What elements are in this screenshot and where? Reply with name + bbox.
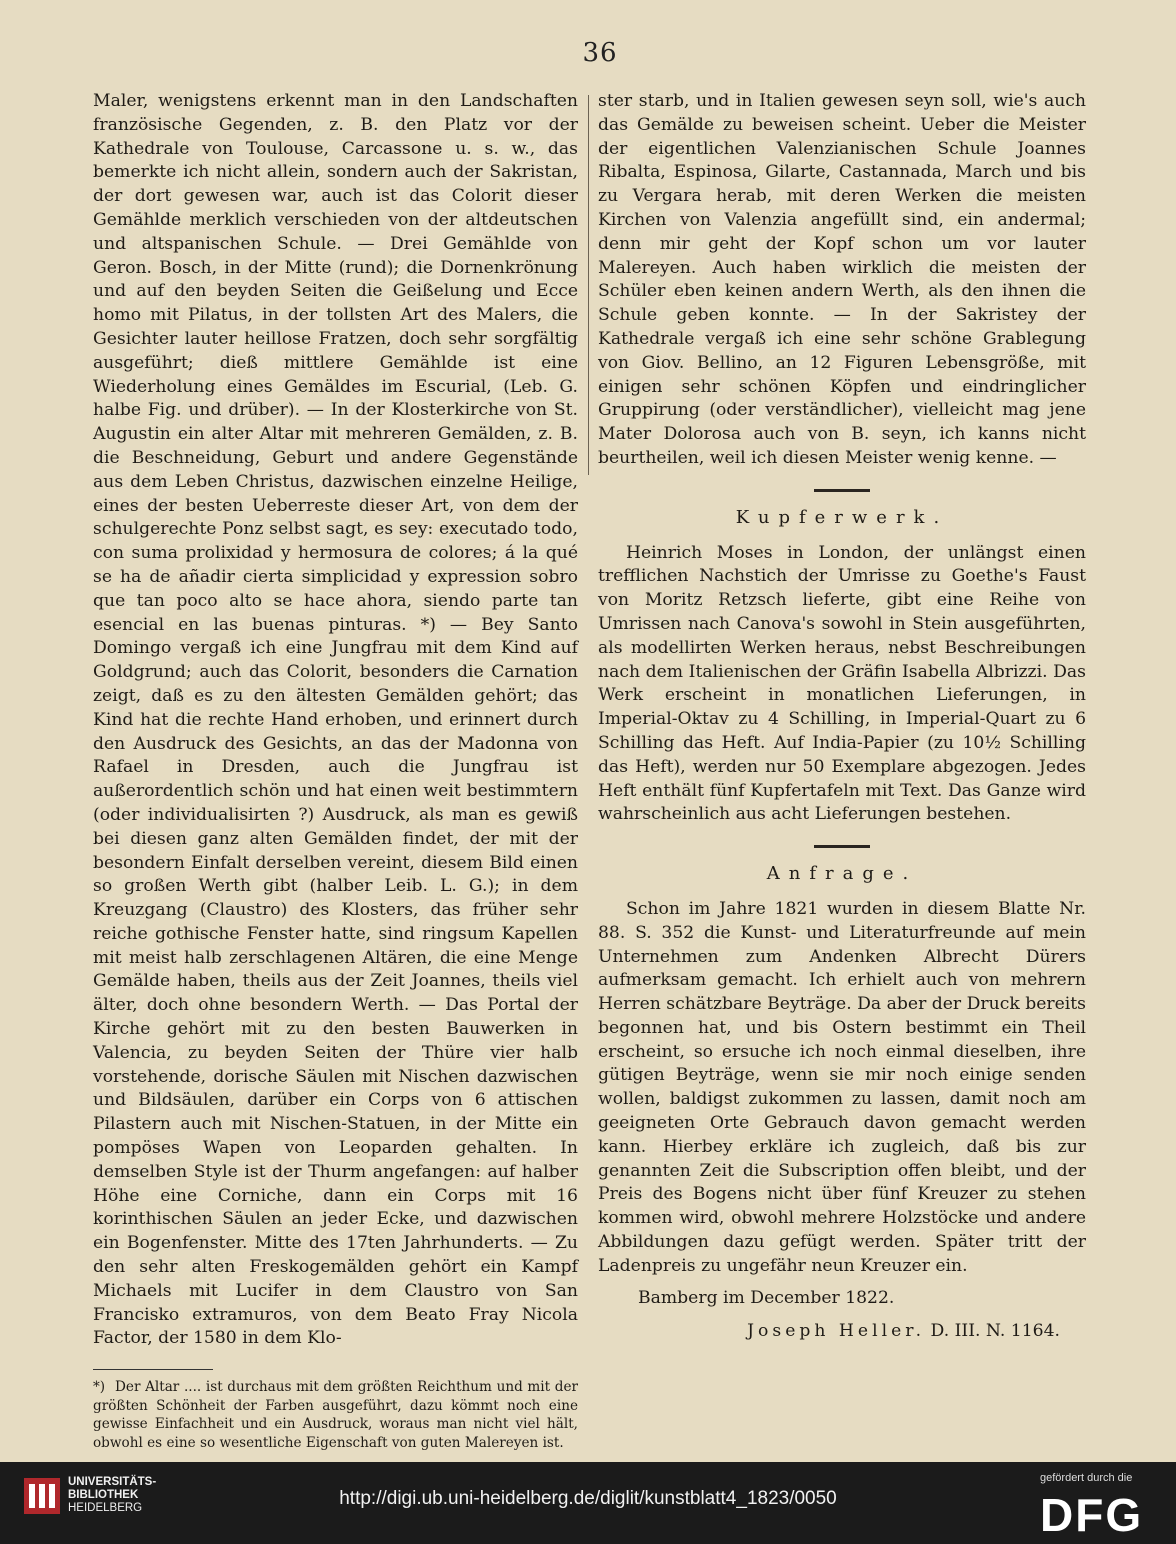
left-column-text: Maler, wenigstens erkennt man in den Landschaften französische Gegenden, z. B. den Platz vor der Kathedrale von Toulouse, Carcassone u. s. w., das bemerkte ich nicht allein, sondern auch der Sakristan, der dort gewesen war, auch ist das Colorit dieser Gemählde merklich verschieden von der altdeutschen und altspanischen Schule. — Drei Gemählde von Geron. Bosch, in der Mitte (rund); die Dornenkrönung und auf den beyden Seiten die Geißelung und Ecce homo mit Pilatus, in der tollsten Art des Malers, die Gesichter lauter heillose Fratzen, doch sehr sorgfältig ausgeführt; dieß mittlere Gemählde ist eine Wiederholung eines Gemäldes im Escurial, (Leb. G. halbe Fig. und drüber). — In der Klosterkirche von St. Augustin ein alter Altar mit mehreren Gemälden, z. B. die Beschneidung, Geburt und andere Gegenstände aus dem Leben Christus, dazwischen einzelne Heilige, eines der besten Ueberreste dieser Art, von dem der schulgerechte Ponz selbst sagt, es sey: executado todo, con suma prolixidad y hermosura de colores; á la qué se ha de añadir cierta simplicidad y expression sobro que tan poco alto se hace ahora, siendo parte tan esencial en las buenas pinturas. *) — Bey Santo Domingo vergaß ich eine Jungfrau mit dem Kind auf Goldgrund; auch das Colorit, besonders die Carnation zeigt, daß es zu den ältesten Gemälden gehört; das Kind hat die rechte Hand erhoben, und erinnert durch den Ausdruck des Gesichts, an das der Madonna von Rafael in Dresden, auch die Jungfrau ist außerordentlich schön und hat einen weit bestimmtern (oder individualisirten ?) Ausdruck, als man es gewiß bei diesen ganz alten Gemälden findet, der mit der besondern Einfalt derselben vereint, diesem Bild einen so großen Werth gibt (halber Leib. L. G.); in dem Kreuzgang (Claustro) des Klosters, das früher sehr reiche gothische Fenster hatte, sind ringsum Kapellen mit meist halb zerschlagenen Altären, die eine Menge Gemälde haben, theils aus der Zeit Joannes, theils viel älter, doch ohne besondern Werth. — Das Portal der Kirche gehört mit zu den besten Bauwerken in Valencia, zu beyden Seiten der Thüre vier halb vorstehende, dorische Säulen mit Nischen dazwischen und Bildsäulen, darüber ein Corps von 6 attischen Pilastern auch mit Nischen-Statuen, in der Mitte ein pompöses Wapen von Leoparden gehalten. In demselben Style ist der Thurm angefangen: auf halber Höhe eine Corniche, dann ein Corps mit 16 korinthischen Säulen an jeder Ecke, und dazwischen ein Bogenfenster. Mitte des 17ten Jahrhunderts. — Zu den sehr alten Freskogemälden gehört ein Kampf Michaels mit Lucifer in dem Claustro von San Francisko extramuros, von dem Beato Fray Nicola Factor, der 1580 in dem Klo-	[93, 91, 578, 1349]
source-url-link[interactable]: http://digi.ub.uni-heidelberg.de/diglit/kunstblatt4_1823/0050	[339, 1488, 837, 1509]
library-name-line3: HEIDELBERG	[68, 1502, 143, 1514]
footer-bar	[0, 1462, 1176, 1544]
right-column-continuation: ster starb, und in Italien gewesen seyn soll, wie's auch das Gemälde zu beweisen scheint. Ueber die Meister der eigentlichen Valenzianischen Schule Joannes Ribalta, Espinosa, Gilarte, Castannada, March und bis zu Vergara herab, mit deren Werken die meisten Kirchen von Valenzia angefüllt sind, ein andermal; denn mir geht der Kopf schon um vor lauter Malereyen. Auch haben wirklich die meisten der Schüler eben keinen andern Werth, als den ihnen die Schule geben konnte. — In der Sakristey der Kathedrale vergaß ich eine sehr schöne Grablegung von Giov. Bellino, an 12 Figuren Lebensgröße, mit einigen sehr schönen Köpfen und eindringlicher Gruppirung (oder verständlicher), vielleicht mag jene Mater Dolorosa auch von B. seyn, ich kanns nicht beurtheilen, weil ich diesen Meister wenig kenne. —	[598, 91, 1086, 468]
footnote-mark: *)	[93, 1379, 106, 1396]
library-name-line1: UNIVERSITÄTS-	[68, 1476, 157, 1488]
library-name-line2: BIBLIOTHEK	[68, 1489, 139, 1501]
funded-by-label: gefördert durch die	[1040, 1472, 1133, 1484]
section-heading-anfrage: Anfrage.	[766, 863, 918, 885]
right-column	[598, 90, 1086, 1344]
section-rule	[814, 489, 870, 492]
footnote	[93, 1378, 578, 1452]
section-heading-kupferwerk: Kupferwerk.	[735, 506, 949, 528]
page-number: 36	[582, 38, 618, 68]
signature: Joseph Heller.	[747, 1321, 926, 1342]
reference-number: D. III. N. 1164.	[930, 1321, 1060, 1342]
column-divider	[588, 95, 589, 475]
place-date: Bamberg im December 1822.	[638, 1287, 895, 1308]
signature-line	[598, 1320, 1086, 1344]
section-text-kupferwerk: Heinrich Moses in London, der unlängst einen trefflichen Nachstich der Umrisse zu Goethe's Faust von Moritz Retzsch lieferte, gibt eine Reihe von Umrissen nach Canova's sowohl in Stein ausgeführten, als modellirten Werken heraus, nebst Beschreibungen nach dem Italienischen der Gräfin Isabella Albrizzi. Das Werk erscheint in monatlichen Lieferungen, in Imperial-Oktav zu 4 Schilling, in Imperial-Quart zu 6 Schilling das Heft. Auf India-Papier (zu 10½ Schilling das Heft), werden nur 50 Exemplare abgezogen. Jedes Heft enthält fünf Kupfertafeln mit Text. Das Ganze wird wahrscheinlich aus acht Lieferungen bestehen.	[598, 542, 1086, 825]
section-rule	[814, 845, 870, 848]
footnote-rule	[93, 1369, 213, 1370]
dfg-logo: DFG	[1040, 1489, 1144, 1541]
left-column	[93, 90, 578, 1453]
footnote-text: Der Altar .... ist durchaus mit dem größten Reichthum und mit der größten Schönheit der Farben ausgeführt, dazu kömmt noch eine gewisse Einfachheit und ein Ausdruck, woraus man nicht viel hält, obwohl es eine so wesentliche Eigenschaft von guten Malereyen ist.	[93, 1379, 578, 1452]
section-text-anfrage: Schon im Jahre 1821 wurden in diesem Blatte Nr. 88. S. 352 die Kunst- und Literaturfreunde auf mein Unternehmen zum Andenken Albrecht Dürers aufmerksam gemacht. Ich erhielt auch von mehrern Herren schätzbare Beyträge. Da aber der Druck bereits begonnen hat, und bis Ostern bestimmt ein Theil erscheint, so ersuche ich noch einmal dieselben, ihre gütigen Beyträge, wenn sie mir noch einige senden wollen, baldigst zukommen zu lassen, damit noch am geeigneten Orte Gebrauch davon gemacht werden kann. Hierbey erkläre ich zugleich, daß bis zur genannten Zeit die Subscription offen bleibt, und der Preis des Bogens nicht über fünf Kreuzer zu stehen kommen wird, obwohl mehrere Holzstöcke und andere Abbildungen dazu gefügt werden. Später tritt der Ladenpreis zu ungefähr neun Kreuzer ein.	[598, 898, 1086, 1276]
